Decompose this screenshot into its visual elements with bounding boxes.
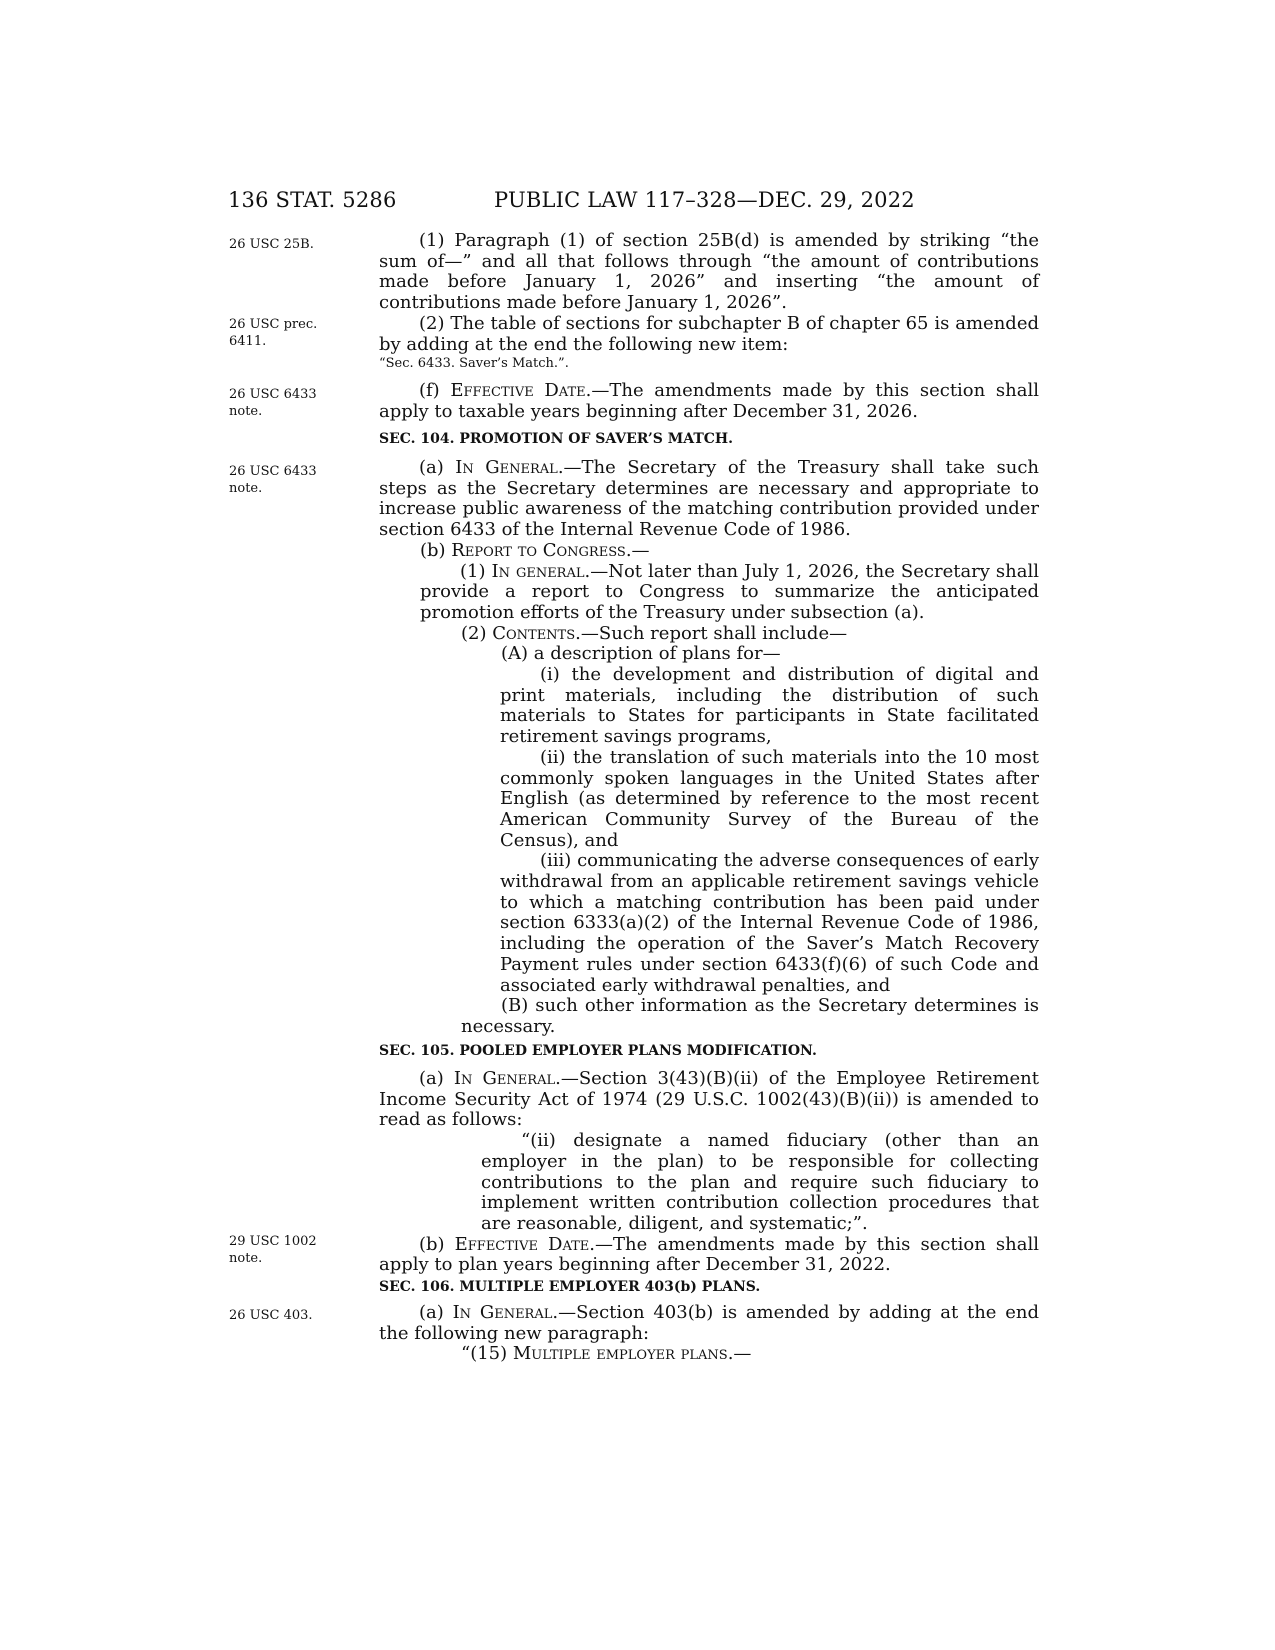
paragraph-text: (1) Paragraph (1) of section 25B(d) is amended by striking “the sum of—” and all that follows through “the amount of contributions made before January 1, 2026” and inserting “the amount of contributions made before January 1, 2026”. (379, 230, 1039, 314)
paragraph-text: .—Section 3(43)(B)(ii) of the Employee Retirement Income Security Act of 1974 (29 U.S.C. 1002(43)(B)(ii)) is amended to read as follows: (379, 1068, 1040, 1131)
paragraph-prefix: (2) (461, 622, 493, 644)
paragraph (379, 996, 1039, 1037)
text-block-1 (379, 231, 1039, 355)
margin-note-text: note. (229, 404, 263, 419)
paragraph-prefix: (a) (419, 457, 456, 478)
paragraph-text: (iii) communicating the adverse consequences of early withdrawal from an applicable retirement savings vehicle to which a matching contribution has been paid under section 6333(a)(2) of the Internal Revenue Code of 1986, including the operation of the Saver’s Match Recovery Payment rules under section 6433(f)(6) of such Code and associated early withdrawal penalties, and (500, 850, 1039, 996)
paragraph-text: .—Not later than July 1, 2026, the Secretary shall provide a report to Congress to summarize the anticipated promotion efforts of the Treasury under subsection (a). (420, 560, 1040, 623)
running-header (0, 188, 1275, 218)
paragraph-heading: Multiple employer plans (512, 1343, 728, 1365)
paragraph-heading: Effective Date (454, 1233, 590, 1255)
paragraph-text: .— (625, 539, 650, 561)
paragraph (379, 562, 1039, 624)
paragraph-prefix: (a) (419, 1068, 454, 1089)
text-block-4 (379, 1069, 1039, 1276)
paragraph-text: (ii) the translation of such materials into the 10 most commonly spoken languages in the United States after English (as determined by reference to the most recent American Community Survey of the Bureau of the Census), and (500, 746, 1039, 851)
margin-note-text: 26 USC 6433 (229, 387, 317, 402)
text-block-3 (379, 458, 1039, 1038)
paragraph-heading: In General (455, 457, 558, 478)
page-title: PUBLIC LAW 117–328—DEC. 29, 2022 (494, 188, 915, 212)
page-statute-citation: 136 STAT. 5286 (228, 188, 397, 212)
margin-note-text: 26 USC 25B. (229, 237, 314, 252)
section-heading: SEC. 106. MULTIPLE EMPLOYER 403(b) PLANS. (379, 1279, 761, 1295)
paragraph-text: (i) the development and distribution of digital and print materials, including the distribution of such materials to States for participants in State facilitated retirement savings programs, (500, 664, 1039, 748)
paragraph (379, 1235, 1039, 1276)
paragraph-heading: In General (453, 1068, 556, 1089)
section-heading: SEC. 105. POOLED EMPLOYER PLANS MODIFICATION. (379, 1043, 817, 1059)
paragraph (379, 644, 1039, 665)
margin-note-text: note. (229, 481, 263, 496)
paragraph (379, 541, 1039, 562)
paragraph-prefix: (b) (420, 539, 452, 561)
paragraph (379, 665, 1039, 748)
paragraph-text: (2) The table of sections for subchapter B of chapter 65 is amended by adding at the end the following new item: (379, 312, 1039, 355)
paragraph-text: (B) such other information as the Secretary determines is necessary. (461, 995, 1039, 1037)
paragraph (379, 1303, 1039, 1344)
margin-note (229, 463, 359, 497)
paragraph (379, 381, 1039, 422)
section-heading: SEC. 104. PROMOTION OF SAVER’S MATCH. (379, 431, 734, 447)
margin-note-text: 6411. (229, 334, 267, 349)
margin-note-text: 26 USC prec. (229, 317, 318, 332)
paragraph-text: .— (727, 1343, 752, 1365)
paragraph-prefix: (a) (419, 1302, 453, 1323)
text-block-2 (379, 381, 1039, 422)
margin-note-text: note. (229, 1251, 263, 1266)
margin-note (229, 1307, 359, 1324)
paragraph-heading: Report to Congress (451, 539, 626, 561)
paragraph-heading: In General (452, 1302, 553, 1323)
paragraph-prefix: (f) (419, 380, 451, 401)
margin-note (229, 1233, 359, 1267)
margin-note (229, 386, 359, 420)
paragraph-prefix: (1) (460, 560, 492, 582)
margin-note-text: 26 USC 403. (229, 1308, 313, 1323)
paragraph (379, 748, 1039, 852)
paragraph-text: .—The Secretary of the Treasury shall take such steps as the Secretary determines are necessary and appropriate to increase public awareness of the matching contribution provided under section 6433 of the Internal Revenue Code of 1986. (379, 457, 1040, 541)
text-block-5 (379, 1303, 1039, 1365)
paragraph-prefix: “(15) (461, 1343, 513, 1365)
paragraph-text: .—The amendments made by this section shall apply to plan years beginning after December 31, 2022. (379, 1233, 1040, 1276)
paragraph-text: .—The amendments made by this section shall apply to taxable years beginning after December 31, 2026. (379, 380, 1039, 422)
paragraph-text: (A) a description of plans for— (501, 643, 781, 665)
paragraph (338, 314, 1039, 355)
paragraph-text: .—Such report shall include— (575, 622, 848, 644)
new-table-item: “Sec. 6433. Saver’s Match.”. (379, 356, 569, 371)
paragraph (379, 851, 1039, 996)
paragraph-heading: Effective Date (450, 380, 586, 401)
paragraph (338, 231, 1039, 314)
paragraph-prefix: (b) (419, 1233, 455, 1255)
quoted-paragraph (379, 1131, 1039, 1235)
paragraph (379, 1344, 1039, 1365)
paragraph-heading: Contents (492, 622, 576, 644)
paragraph-heading: In general (491, 560, 585, 582)
margin-note-text: 26 USC 6433 (229, 464, 317, 479)
paragraph (379, 458, 1039, 541)
margin-note-text: 29 USC 1002 (229, 1234, 317, 1249)
paragraph-text: .—Section 403(b) is amended by adding at the end the following new paragraph: (379, 1302, 1040, 1344)
paragraph-text: “(ii) designate a named fiduciary (other than an employer in the plan) to be responsible for collecting contributions to the plan and require such fiduciary to implement written contribution collection procedures that are reasonable, diligent, and systematic;”. (481, 1130, 1039, 1234)
paragraph (379, 624, 1039, 645)
paragraph (379, 1069, 1039, 1131)
